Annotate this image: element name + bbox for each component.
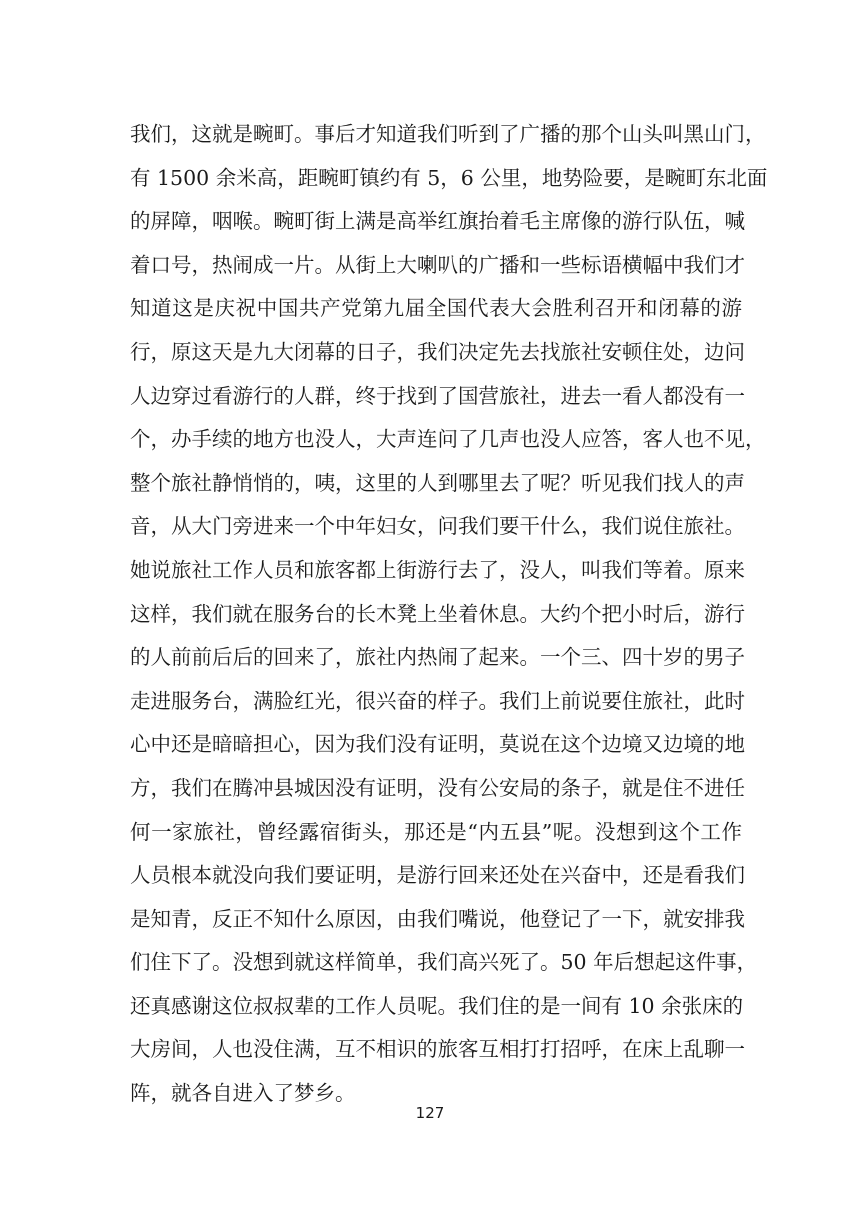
page-number: 127 bbox=[415, 1104, 445, 1122]
text-line: 走进服务台，满脸红光，很兴奋的样子。我们上前说要住旅社，此时 bbox=[130, 688, 745, 713]
text-line: 大房间，人也没住满，互不相识的旅客互相打打招呼，在床上乱聊一 bbox=[130, 1037, 745, 1062]
text-line: 音，从大门旁进来一个中年妇女，问我们要干什么，我们说住旅社。 bbox=[130, 514, 745, 539]
text-line: 这样，我们就在服务台的长木凳上坐着休息。大约个把小时后，游行 bbox=[130, 601, 745, 626]
text-line: 她说旅社工作人员和旅客都上街游行去了，没人，叫我们等着。原来 bbox=[130, 557, 745, 582]
text-line: 还真感谢这位叔叔辈的工作人员呢。我们住的是一间有 10 余张床的 bbox=[130, 993, 744, 1018]
text-line: 人员根本就没向我们要证明，是游行回来还处在兴奋中，还是看我们 bbox=[130, 863, 745, 888]
text-line: 何一家旅社，曾经露宿街头，那还是“内五县”呢。没想到这个工作 bbox=[130, 819, 742, 844]
text-line: 着口号，热闹成一片。从街上大喇叭的广播和一些标语横幅中我们才 bbox=[130, 252, 745, 277]
text-line: 知道这是庆祝中国共产党第九届全国代表大会胜利召开和闭幕的游 bbox=[130, 296, 742, 321]
text-line: 的人前前后后的回来了，旅社内热闹了起来。一个三、四十岁的男子 bbox=[130, 645, 745, 670]
text-line: 我们，这就是畹町。事后才知道我们听到了广播的那个山头叫黑山门， bbox=[130, 122, 766, 146]
text-line: 整个旅社静悄悄的，咦，这里的人到哪里去了呢？听见我们找人的声 bbox=[130, 470, 745, 495]
text-line: 们住下了。没想到就这样简单，我们高兴死了。50 年后想起这件事， bbox=[130, 950, 758, 975]
text-line: 有 1500 余米高，距畹町镇约有 5，6 公里，地势险要，是畹町东北面 bbox=[130, 165, 768, 190]
text-line: 人边穿过看游行的人群，终于找到了国营旅社，进去一看人都没有一 bbox=[130, 383, 745, 408]
text-line: 方，我们在腾冲县城因没有证明，没有公安局的条子，就是住不进任 bbox=[130, 775, 745, 800]
text-line: 是知青，反正不知什么原因，由我们嘴说，他登记了一下，就安排我 bbox=[130, 906, 745, 931]
text-line: 的屏障，咽喉。畹町街上满是高举红旗抬着毛主席像的游行队伍，喊 bbox=[130, 209, 745, 234]
text-line: 阵，就各自进入了梦乡。 bbox=[130, 1081, 356, 1106]
body-text bbox=[130, 113, 768, 1116]
text-line: 心中还是暗暗担心，因为我们没有证明，莫说在这个边境又边境的地 bbox=[130, 732, 745, 757]
text-line: 行，原这天是九大闭幕的日子，我们决定先去找旅社安顿住处，边问 bbox=[130, 339, 745, 364]
text-line: 个，办手续的地方也没人，大声连问了几声也没人应答，客人也不见， bbox=[130, 427, 766, 452]
